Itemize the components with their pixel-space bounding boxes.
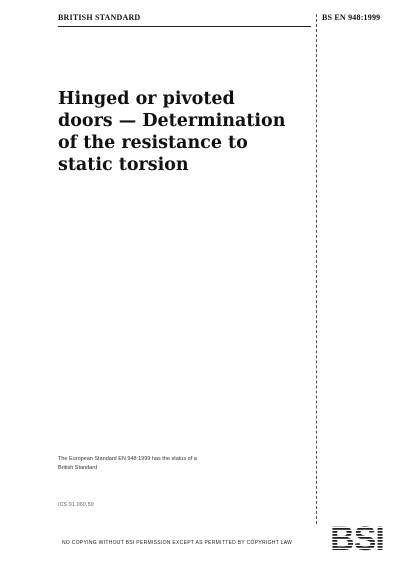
- copyright-notice: NO COPYING WITHOUT BSI PERMISSION EXCEPT AS PERMITTED BY COPYRIGHT LAW: [62, 540, 293, 546]
- title-line: static torsion: [58, 155, 189, 175]
- standard-number: BS EN 948:1999: [322, 13, 381, 22]
- status-note: [58, 455, 298, 473]
- margin-dashed-line: [316, 14, 317, 524]
- header-rule: [58, 26, 311, 27]
- title-line: doors — Determination: [58, 111, 286, 131]
- title-line: Hinged or pivoted: [58, 89, 235, 109]
- document-type-label: BRITISH STANDARD: [58, 13, 141, 22]
- ics-code: ICS 91.060.50: [58, 502, 94, 508]
- bsi-logo-icon: [322, 519, 392, 555]
- status-note-line: The European Standard EN 948:1999 has the status of a: [58, 456, 197, 462]
- status-note-line: British Standard: [58, 465, 98, 471]
- document-title: [58, 88, 313, 176]
- title-line: of the resistance to: [58, 133, 248, 153]
